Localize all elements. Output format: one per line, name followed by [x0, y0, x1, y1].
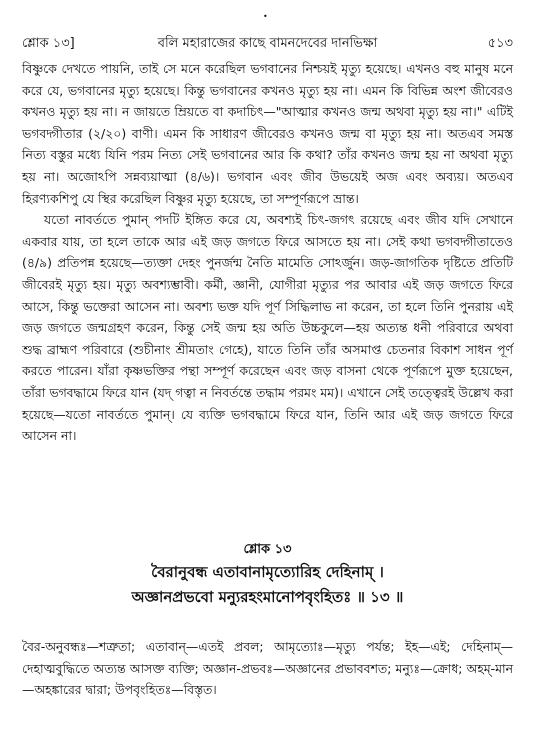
verse-block [22, 540, 513, 610]
header-chapter-title: বলি মহারাজের কাছে বামনদেবের দানভিক্ষা [157, 36, 378, 51]
purport-text [22, 58, 513, 447]
page-mark: • [263, 12, 268, 21]
verse-line: বৈরানুবন্ধ এতাবানামৃত্যোরিহ দেহিনাম্ । [151, 563, 384, 581]
purport-paragraph: বিষ্ণুকে দেখতে পায়নি, তাই সে মনে করেছিল ভগবানের নিশ্চয়ই মৃত্যু হয়েছে। এখনও বহু মানুষ মনে করে যে, ভগবানের মৃত্যু হয়েছে। কিন্তু ভগবানের কখনও মৃত্যু হয় না। এমন কি বিভিন্ন অংশ জীবেরও কখনও মৃত্যু হয় না। ন জায়তে ম্রিয়তে বা কদাচিৎ—"আত্মার কখনও জন্ম অথবা মৃত্যু হয় না।" এটিই ভগবদ্গীতার (২/২০) বাণী। এমন কি সাধারণ জীবেরও কখনও জন্ম বা মৃত্যু হয় না। অতএব সমস্ত নিত্য বস্তুর মধ্যে যিনি পরম নিত্য সেই ভগবানের আর কি কথা? তাঁর কখনও জন্ম হয় না অথবা মৃত্যু হয় না। অজোঽপি সন্নব্যয়াত্মা (৪/৬)। ভগবান এবং জীব উভয়েই অজ এবং অব্যয়। অতএব হিরণ্যকশিপু যে স্থির করেছিল বিষ্ণুর মৃত্যু হয়েছে, তা সম্পূর্ণরূপে ভ্রান্ত। [22, 61, 513, 206]
verse-line: অজ্ঞানপ্রভবো মন্যুরহংমানোপবৃংহিতঃ ॥ ১৩ ॥ [131, 588, 404, 606]
running-header [22, 34, 513, 54]
verse-label: শ্লোক ১৩ [243, 542, 292, 557]
purport-paragraph: যতো নাবর্ততে পুমান্‌ পদটি ইঙ্গিত করে যে, অবশ্যই চিৎ-জগৎ রয়েছে এবং জীব যদি সেখানে একবার যায়, তা হলে তাকে আর এই জড় জগতে ফিরে আসতে হয় না। সেই কথা ভগবদ্গীতাতেও (৪/৯) প্রতিপন্ন হয়েছে—ত্যক্তা দেহং পুনর্জন্ম নৈতি মামেতি সোঽর্জুন। জড়-জাগতিক দৃষ্টিতে প্রতিটি জীবেরই মৃত্যু হয়। মৃত্যু অবশ্যম্ভাবী। কর্মী, জ্ঞানী, যোগীরা মৃত্যুর পর আবার এই জড় জগতে ফিরে আসে, কিন্তু ভক্তেরা আসেন না। অবশ্য ভক্ত যদি পূর্ণ সিদ্ধিলাভ না করেন, তা হলে তিনি পুনরায় এই জড় জগতে জন্মগ্রহণ করেন, কিন্তু সেই জন্ম হয় অতি উচ্চকুলে—হয় অত্যন্ত ধনী পরিবারে অথবা শুদ্ধ ব্রাহ্মণ পরিবারে (শুচীনাং শ্রীমতাং গেহে), যাতে তিনি তাঁর অসমাপ্ত চেতনার বিকাশ সাধন পূর্ণ করতে পারেন। যাঁরা কৃষ্ণভক্তির পন্থা সম্পূর্ণ করেছেন এবং জড় বাসনা থেকে পূর্ণরূপে মুক্ত হয়েছেন, তাঁরা ভগবদ্ধামে ফিরে যান (যদ্ গত্বা ন নিবর্তন্তে তদ্ধাম পরমং মম)। এখানে সেই তত্ত্বেরই উল্লেখ করা হয়েছে—যতো নাবর্ততে পুমান্‌। যে ব্যক্তি ভগবদ্ধামে ফিরে যান, তিনি আর এই জড় জগতে ফিরে আসেন না। [22, 212, 513, 444]
word-meanings: বৈর-অনুবন্ধঃ—শত্রুতা; এতাবান্—এতই প্রবল; আমৃত্যোঃ—মৃত্যু পর্যন্ত; ইহ—এই; দেহিনাম্—দেহাত্মবুদ্ধিতে অত্যন্ত আসক্ত ব্যক্তি; অজ্ঞান-প্রভবঃ—অজ্ঞানের প্রভাববশত; মন্যুঃ—ক্রোধ; অহম্-মান—অহঙ্কারের দ্বারা; উপবৃংহিতঃ—বিস্তৃত। [22, 639, 513, 698]
header-verse-ref: শ্লোক ১৩] [22, 36, 75, 51]
page-number: ৫১৩ [487, 36, 513, 51]
